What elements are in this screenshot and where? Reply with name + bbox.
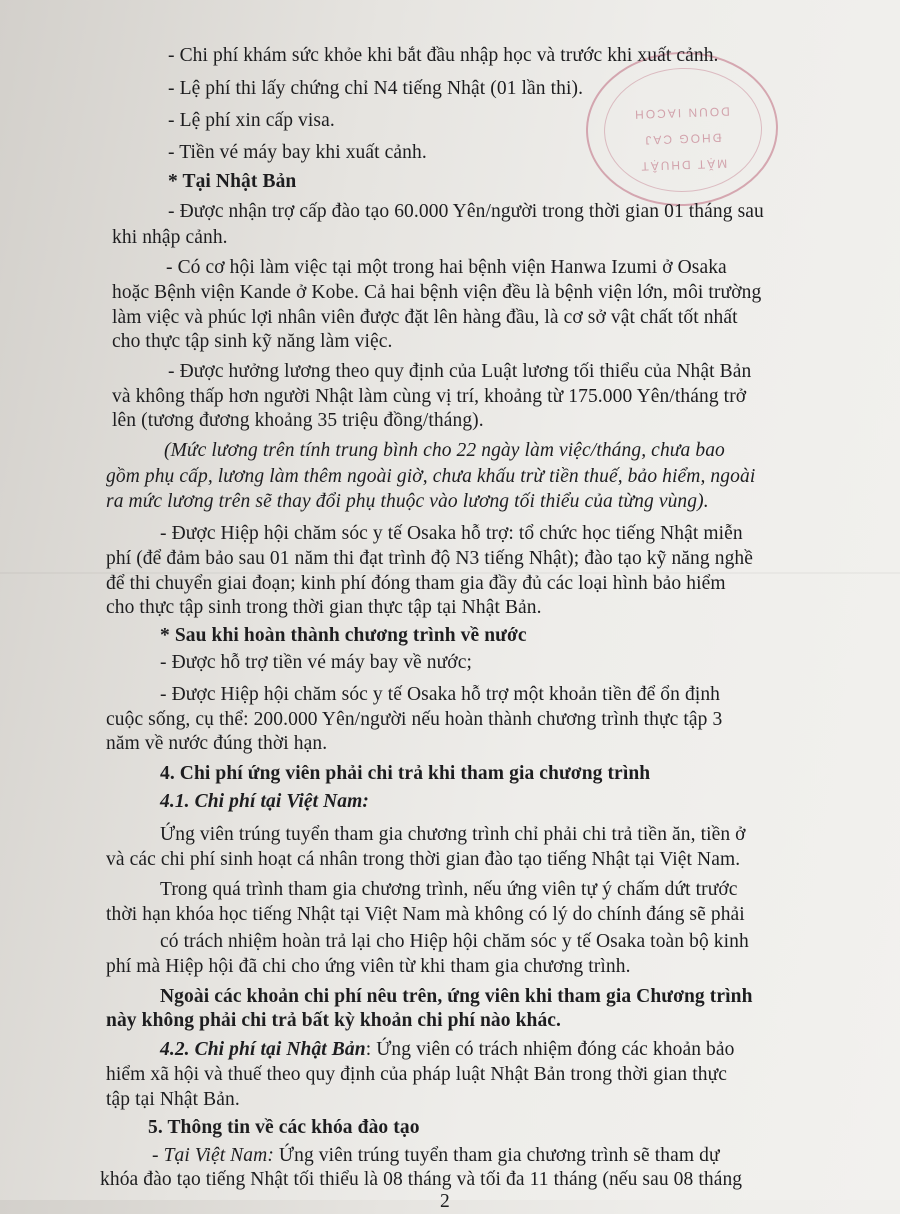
- stamp-text-1: MẶT DHUẬT: [639, 156, 728, 174]
- section-heading: * Sau khi hoàn thành chương trình về nước: [160, 625, 527, 646]
- text-line: - Lệ phí xin cấp visa.: [168, 110, 335, 131]
- text-line: năm về nước đúng thời hạn.: [106, 733, 328, 754]
- text-line: để thi chuyển giai đoạn; kinh phí đóng tham gia đầy đủ các loại hình bảo hiểm: [106, 573, 726, 594]
- text-line: - Lệ phí thi lấy chứng chỉ N4 tiếng Nhật (01 lần thi).: [168, 78, 584, 99]
- italic-label: - Tại Việt Nam:: [152, 1145, 274, 1166]
- italic-note-line: gồm phụ cấp, lương làm thêm ngoài giờ, chưa khấu trừ tiền thuế, bảo hiểm, ngoài: [106, 466, 756, 487]
- italic-note-line: (Mức lương trên tính trung bình cho 22 ngày làm việc/tháng, chưa bao: [164, 440, 725, 461]
- subsection-heading: 4.1. Chi phí tại Việt Nam:: [160, 791, 370, 812]
- stamp-text-3: DOUN IACOH: [632, 104, 731, 122]
- text-line: lên (tương đương khoảng 35 triệu đồng/tháng).: [112, 410, 484, 431]
- text-line: tập tại Nhật Bản.: [106, 1089, 240, 1110]
- text-line: - Chi phí khám sức khỏe khi bắt đầu nhập học và trước khi xuất cảnh.: [168, 45, 719, 66]
- text-line: làm việc và phúc lợi nhân viên được đặt lên hàng đầu, là cơ sở vật chất tốt nhất: [112, 307, 738, 328]
- red-stamp-seal: [583, 49, 780, 210]
- text-line: - Được nhận trợ cấp đào tạo 60.000 Yên/người trong thời gian 01 tháng sau: [168, 201, 764, 222]
- text-line: [160, 1038, 735, 1062]
- subsection-heading: 4.2. Chi phí tại Nhật Bản: [160, 1039, 366, 1060]
- stamp-text-2: ĐHOG CAJ: [643, 130, 722, 148]
- text-line: - Được Hiệp hội chăm sóc y tế Osaka hỗ trợ một khoản tiền để ổn định: [160, 684, 721, 705]
- section-heading: 5. Thông tin về các khóa đào tạo: [148, 1117, 420, 1138]
- text-line: cuộc sống, cụ thể: 200.000 Yên/người nếu hoàn thành chương trình thực tập 3: [106, 709, 723, 730]
- text-line: [152, 1144, 720, 1168]
- text-line: - Được Hiệp hội chăm sóc y tế Osaka hỗ trợ: tổ chức học tiếng Nhật miễn: [160, 523, 743, 544]
- text-line: thời hạn khóa học tiếng Nhật tại Việt Nam mà không có lý do chính đáng sẽ phải: [106, 904, 745, 925]
- text-line: Trong quá trình tham gia chương trình, nếu ứng viên tự ý chấm dứt trước: [160, 879, 738, 900]
- italic-note-line: ra mức lương trên sẽ thay đổi phụ thuộc vào lương tối thiểu của từng vùng).: [106, 491, 709, 512]
- text-line: khóa đào tạo tiếng Nhật tối thiểu là 08 tháng và tối đa 11 tháng (nếu sau 08 tháng: [100, 1169, 743, 1190]
- text-line: - Được hưởng lương theo quy định của Luật lương tối thiểu của Nhật Bản: [168, 361, 752, 382]
- text-line: - Tiền vé máy bay khi xuất cảnh.: [168, 142, 427, 163]
- text-line: khi nhập cảnh.: [112, 227, 228, 248]
- text-line: - Có cơ hội làm việc tại một trong hai bệnh viện Hanwa Izumi ở Osaka: [166, 257, 727, 278]
- text-line: phí mà Hiệp hội đã chi cho ứng viên từ khi tham gia chương trình.: [106, 956, 631, 977]
- text-line: phí (để đảm bảo sau 01 năm thi đạt trình độ N3 tiếng Nhật); đào tạo kỹ năng nghề: [106, 548, 754, 569]
- text-line: hoặc Bệnh viện Kande ở Kobe. Cả hai bệnh viện đều là bệnh viện lớn, môi trường: [112, 282, 762, 303]
- inline-text: : Ứng viên có trách nhiệm đóng các khoản bảo: [365, 1039, 735, 1060]
- text-line: - Được hỗ trợ tiền vé máy bay về nước;: [160, 652, 472, 673]
- text-line: và các chi phí sinh hoạt cá nhân trong thời gian đào tạo tiếng Nhật tại Việt Nam.: [106, 849, 741, 870]
- text-line: và không thấp hơn người Nhật làm cùng vị trí, khoảng từ 175.000 Yên/tháng trở: [112, 386, 747, 407]
- section-heading: 4. Chi phí ứng viên phải chi trả khi tham gia chương trình: [160, 763, 651, 784]
- page-number: 2: [440, 1191, 450, 1212]
- text-line: hiểm xã hội và thuế theo quy định của pháp luật Nhật Bản trong thời gian thực: [106, 1064, 728, 1085]
- text-line: Ứng viên trúng tuyển tham gia chương trình chỉ phải chi trả tiền ăn, tiền ở: [160, 824, 746, 845]
- inline-text: Ứng viên trúng tuyển tham gia chương trình sẽ tham dự: [273, 1145, 720, 1166]
- text-line: có trách nhiệm hoàn trả lại cho Hiệp hội chăm sóc y tế Osaka toàn bộ kinh: [160, 931, 749, 952]
- bold-paragraph-line: này không phải chi trả bất kỳ khoản chi phí nào khác.: [106, 1010, 562, 1031]
- bold-paragraph-line: Ngoài các khoản chi phí nêu trên, ứng viên khi tham gia Chương trình: [160, 986, 753, 1007]
- text-line: cho thực tập sinh kỹ năng làm việc.: [112, 331, 393, 352]
- text-line: cho thực tập sinh trong thời gian thực tập tại Nhật Bản.: [106, 597, 542, 618]
- section-heading: * Tại Nhật Bản: [168, 171, 297, 192]
